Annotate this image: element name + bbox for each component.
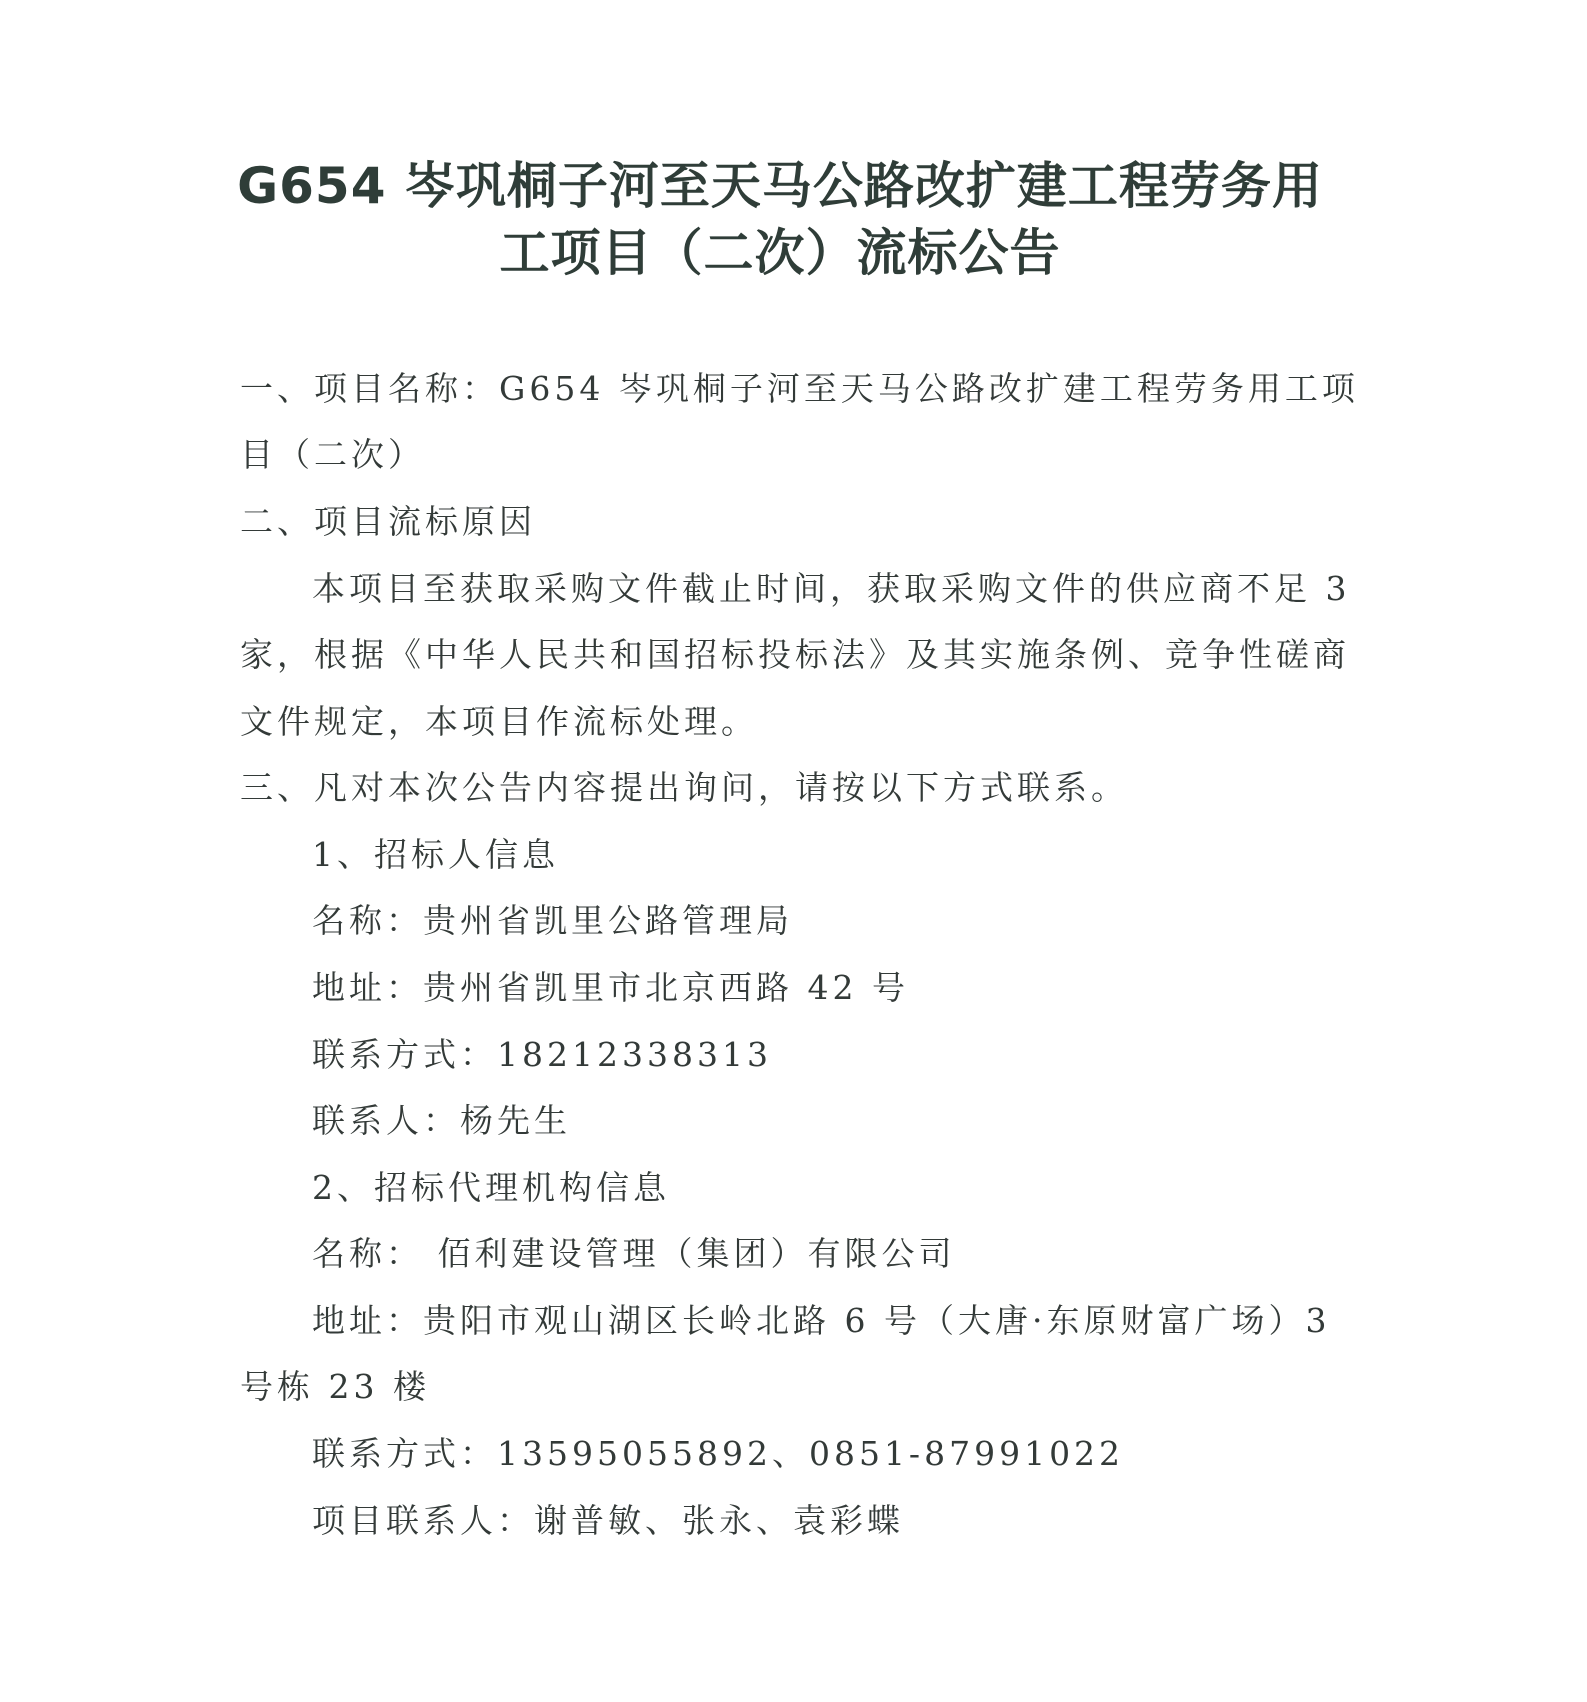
agency-name: 名称： 佰利建设管理（集团）有限公司 xyxy=(312,1234,956,1273)
failure-reason-paragraph-line-1: 本项目至获取采购文件截止时间，获取采购文件的供应商不足 3 xyxy=(312,569,1351,608)
failure-reason-paragraph-line-3: 文件规定，本项目作流标处理。 xyxy=(240,702,758,741)
agency-phone: 联系方式：13595055892、0851-87991022 xyxy=(312,1434,1125,1473)
project-name-line-1: 一、项目名称：G654 岑巩桐子河至天马公路改扩建工程劳务用工项 xyxy=(240,369,1359,408)
failure-reason-paragraph-line-2: 家，根据《中华人民共和国招标投标法》及其实施条例、竞争性磋商 xyxy=(240,635,1350,674)
failure-reason-heading: 二、项目流标原因 xyxy=(240,502,536,541)
agency-address-line-2: 号栋 23 楼 xyxy=(240,1367,430,1406)
tenderer-contact: 联系人：杨先生 xyxy=(312,1101,571,1140)
document-title-line-1: G654 岑巩桐子河至天马公路改扩建工程劳务用 xyxy=(237,157,1323,215)
tenderer-name: 名称：贵州省凯里公路管理局 xyxy=(312,901,793,940)
agency-contacts: 项目联系人：谢普敏、张永、袁彩蝶 xyxy=(312,1501,904,1540)
tenderer-address: 地址：贵州省凯里市北京西路 42 号 xyxy=(312,968,909,1007)
tenderer-info-heading: 1、招标人信息 xyxy=(312,835,559,874)
agency-address-line-1: 地址：贵阳市观山湖区长岭北路 6 号（大唐·东原财富广场）3 xyxy=(312,1301,1331,1340)
tenderer-phone: 联系方式：18212338313 xyxy=(312,1035,772,1074)
inquiry-heading: 三、凡对本次公告内容提出询问，请按以下方式联系。 xyxy=(240,768,1128,807)
project-name-line-2: 目（二次） xyxy=(240,435,425,474)
agency-info-heading: 2、招标代理机构信息 xyxy=(312,1168,670,1207)
document-title-line-2: 工项目（二次）流标公告 xyxy=(499,224,1061,282)
